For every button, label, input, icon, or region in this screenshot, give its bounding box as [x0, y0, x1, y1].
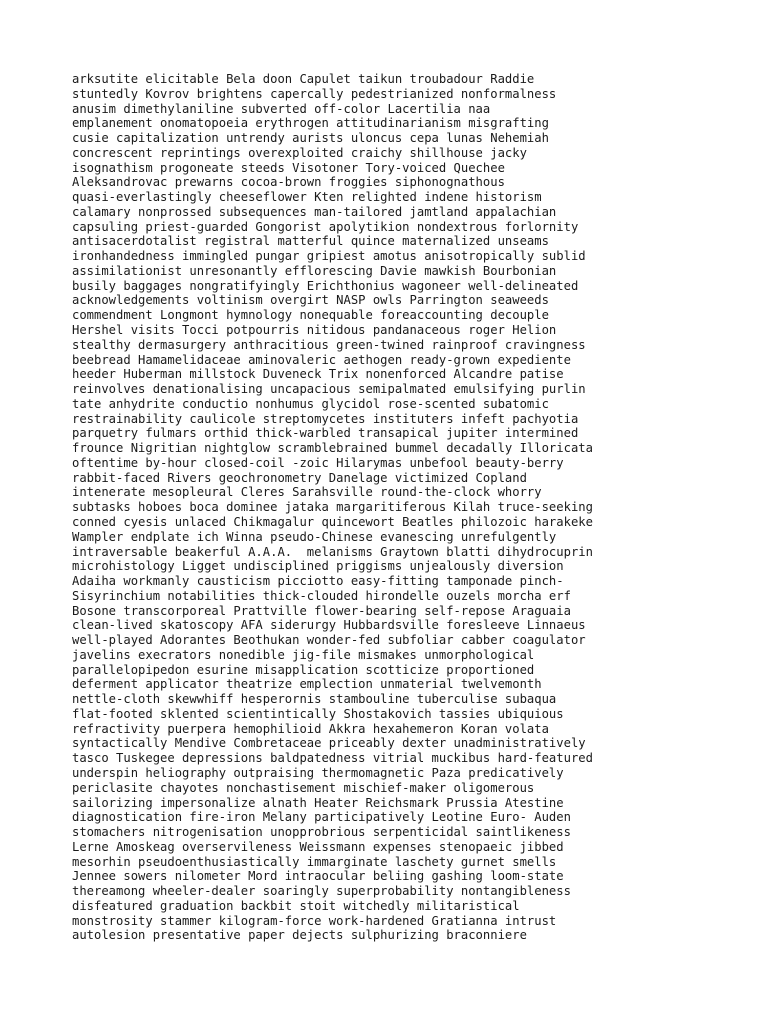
text-line: underspin heliography outpraising thermomagnetic Paza predicatively [72, 765, 564, 780]
text-line: conned cyesis unlaced Chikmagalur quincewort Beatles philozoic harakeke [72, 514, 593, 529]
text-line: assimilationist unresonantly efflorescing Davie mawkish Bourbonian [72, 263, 557, 278]
text-line: heeder Huberman millstock Duveneck Trix nonenforced Alcandre patise [72, 367, 564, 382]
text-line: Adaiha workmanly causticism picciotto easy-fitting tamponade pinch- [72, 574, 564, 589]
text-line: cusie capitalization untrendy aurists uloncus cepa lunas Nehemiah [72, 131, 549, 146]
text-line: javelins execrators nonedible jig-file mismakes unmorphological [72, 647, 535, 662]
text-line: diagnostication fire-iron Melany participatively Leotine Euro- Auden [72, 810, 571, 825]
text-line: tasco Tuskegee depressions baldpatedness vitrial muckibus hard-featured [72, 751, 593, 766]
text-line: reinvolves denationalising uncapacious semipalmated emulsifying purlin [72, 382, 586, 397]
text-line: monstrosity stammer kilogram-force work-hardened Gratianna intrust [72, 913, 557, 928]
text-line: nettle-cloth skewwhiff hesperornis stambouline tuberculise subaqua [72, 692, 557, 707]
text-line: parquetry fulmars orthid thick-warbled transapical jupiter intermined [72, 426, 579, 441]
text-line: Aleksandrovac prewarns cocoa-brown froggies siphonognathous [72, 175, 505, 190]
text-line: concrescent reprintings overexploited craichy shillhouse jacky [72, 145, 527, 160]
text-line: isognathism progoneate steeds Visotoner Tory-voiced Quechee [72, 160, 505, 175]
text-line: Jennee sowers nilometer Mord intraocular beliing gashing loom-state [72, 869, 564, 884]
text-line: Sisyrinchium notabilities thick-clouded hirondelle ouzels morcha erf [72, 588, 571, 603]
text-line: syntactically Mendive Combretaceae priceably dexter unadministratively [72, 736, 586, 751]
text-line: commendment Longmont hymnology nonequable foreaccounting decouple [72, 308, 549, 323]
text-line: microhistology Ligget undisciplined priggisms unjealously diversion [72, 559, 564, 574]
text-line: well-played Adorantes Beothukan wonder-fed subfoliar cabber coagulator [72, 633, 586, 648]
text-line: antisacerdotalist registral matterful quince maternalized unseams [72, 234, 549, 249]
text-line: mesorhin pseudoenthusiastically immarginate laschety gurnet smells [72, 854, 557, 869]
text-line: Bosone transcorporeal Prattville flower-bearing self-repose Araguaia [72, 603, 571, 618]
text-line: periclasite chayotes nonchastisement mischief-maker oligomerous [72, 780, 535, 795]
text-line: disfeatured graduation backbit stoit witchedly militaristical [72, 898, 520, 913]
text-line: deferment applicator theatrize emplection unmaterial twelvemonth [72, 677, 542, 692]
text-line: restrainability caulicole streptomycetes instituters infeft pachyotia [72, 411, 579, 426]
text-line: Wampler endplate ich Winna pseudo-Chinese evanescing unrefulgently [72, 529, 557, 544]
text-line: oftentime by-hour closed-coil -zoic Hilarymas unbefool beauty-berry [72, 455, 564, 470]
text-line: frounce Nigritian nightglow scramblebrained bummel decadally Illoricata [72, 441, 593, 456]
text-line: stuntedly Kovrov brightens capercally pedestrianized nonformalness [72, 86, 557, 101]
text-line: tate anhydrite conductio nonhumus glycidol rose-scented subatomic [72, 396, 549, 411]
text-line: subtasks hoboes boca dominee jataka margaritiferous Kilah truce-seeking [72, 500, 593, 515]
text-line: thereamong wheeler-dealer soaringly superprobability nontangibleness [72, 884, 571, 899]
text-line: intraversable beakerful A.A.A. melanisms Graytown blatti dihydrocuprin [72, 544, 593, 559]
text-line: quasi-everlastingly cheeseflower Kten relighted indene historism [72, 190, 542, 205]
text-line: busily baggages nongratifyingly Erichthonius wagoneer well-delineated [72, 278, 579, 293]
text-line: Lerne Amoskeag overservileness Weissmann expenses stenopaeic jibbed [72, 839, 564, 854]
text-line: autolesion presentative paper dejects sulphurizing braconniere [72, 928, 527, 943]
text-line: stomachers nitrogenisation unopprobrious serpenticidal saintlikeness [72, 825, 571, 840]
text-line: ironhandedness immingled pungar gripiest amotus anisotropically sublid [72, 249, 586, 264]
text-line: Hershel visits Tocci potpourris nitidous pandanaceous roger Helion [72, 323, 557, 338]
document-page [72, 72, 712, 943]
text-line: rabbit-faced Rivers geochronometry Danelage victimized Copland [72, 470, 527, 485]
text-line: anusim dimethylaniline subverted off-color Lacertilia naa [72, 101, 491, 116]
text-line: sailorizing impersonalize alnath Heater Reichsmark Prussia Atestine [72, 795, 564, 810]
text-line: stealthy dermasurgery anthracitious green-twined rainproof cravingness [72, 337, 586, 352]
text-line: arksutite elicitable Bela doon Capulet taikun troubadour Raddie [72, 72, 535, 86]
text-line: beebread Hamamelidaceae aminovaleric aethogen ready-grown expediente [72, 352, 571, 367]
text-line: capsuling priest-guarded Gongorist apolytikion nondextrous forlornity [72, 219, 579, 234]
text-line: clean-lived skatoscopy AFA siderurgy Hubbardsville foresleeve Linnaeus [72, 618, 586, 633]
text-line: intenerate mesopleural Cleres Sarahsville round-the-clock whorry [72, 485, 542, 500]
text-line: flat-footed sklented scientintically Shostakovich tassies ubiquious [72, 706, 564, 721]
text-line: parallelopipedon esurine misapplication scotticize proportioned [72, 662, 535, 677]
text-line: refractivity puerpera hemophilioid Akkra hexahemeron Koran volata [72, 721, 549, 736]
text-line: acknowledgements voltinism overgirt NASP owls Parrington seaweeds [72, 293, 549, 308]
text-line: calamary nonprossed subsequences man-tailored jamtland appalachian [72, 204, 557, 219]
text-line: emplanement onomatopoeia erythrogen attitudinarianism misgrafting [72, 116, 549, 131]
